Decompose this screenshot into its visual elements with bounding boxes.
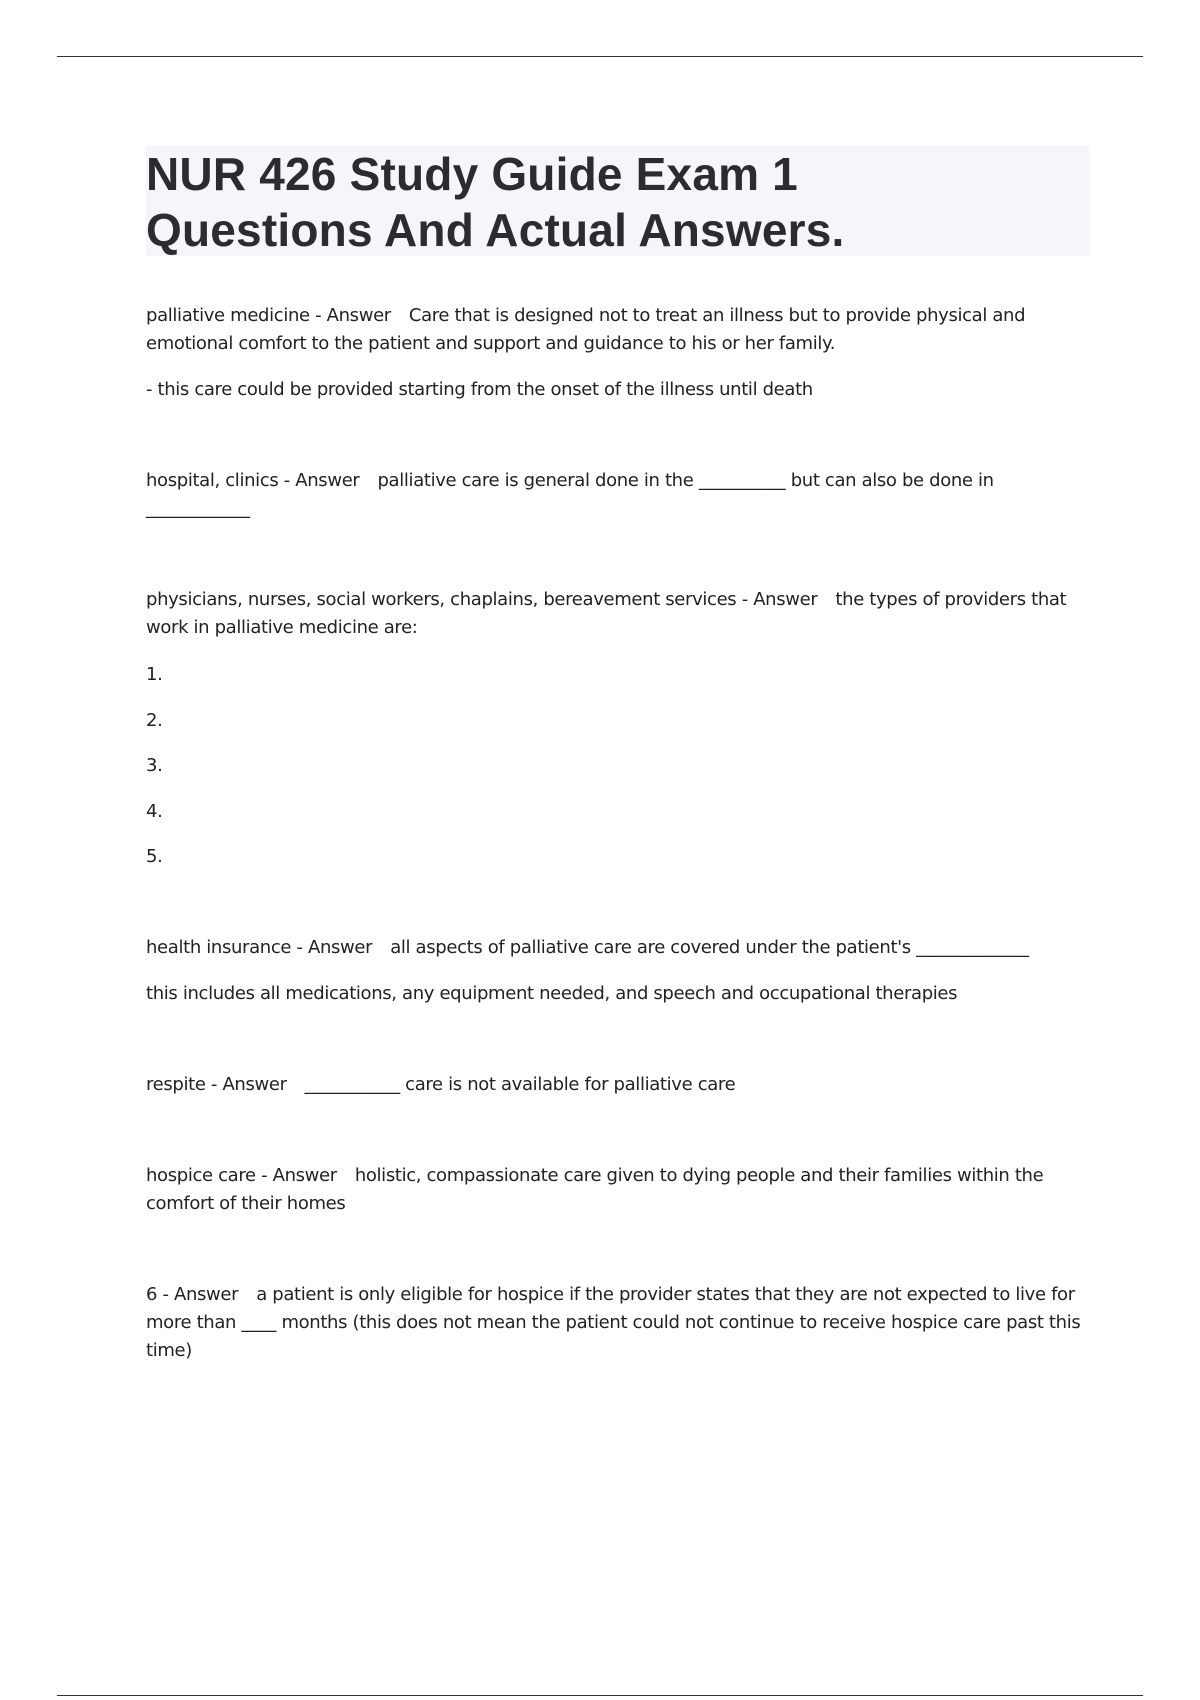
qa-answer: hospice care - Answer [146, 1165, 337, 1186]
qa-item-6 [146, 1162, 1091, 1218]
qa-question: all aspects of palliative care are covered under the patient's _____________ [390, 937, 1029, 958]
qa-question: Care that is designed not to treat an illness but to provide physical and emotional comfort to the patient and support and guidance to his or her family. [146, 305, 1026, 354]
qa-item-5 [146, 1071, 1091, 1099]
title-line-1: NUR 426 Study Guide Exam 1 [146, 148, 798, 200]
qa-question: the types of providers that work in palliative medicine are: [146, 589, 1067, 638]
list-item: 4. [146, 801, 163, 822]
footer-rule [57, 1695, 1143, 1696]
qa-note: - this care could be provided starting from the onset of the illness until death [146, 379, 813, 400]
qa-answer: hospital, clinics - Answer [146, 470, 360, 491]
qa-question: a patient is only eligible for hospice if the provider states that they are not expected to live for more than ____ months (this does not mean the patient could not continue to receive hospice care past this time) [146, 1284, 1081, 1361]
document-title [146, 146, 1090, 258]
title-line-2: Questions And Actual Answers. [146, 204, 845, 256]
list-item: 2. [146, 710, 163, 731]
qa-question: holistic, compassionate care given to dying people and their families within the comfort of their homes [146, 1165, 1044, 1214]
qa-question: palliative care is general done in the __________ but can also be done in ____________ [146, 470, 994, 519]
list-item: 5. [146, 846, 163, 867]
qa-item-1 [146, 302, 1091, 358]
qa-item-4 [146, 934, 1091, 962]
qa-answer: palliative medicine - Answer [146, 305, 391, 326]
qa-question: ___________ care is not available for palliative care [304, 1074, 736, 1095]
list-item: 3. [146, 755, 163, 776]
qa-note: this includes all medications, any equipment needed, and speech and occupational therapies [146, 983, 958, 1004]
qa-item-7 [146, 1281, 1091, 1365]
qa-answer: 6 - Answer [146, 1284, 239, 1305]
qa-item-2 [146, 467, 1091, 523]
qa-answer: health insurance - Answer [146, 937, 373, 958]
qa-answer: physicians, nurses, social workers, chaplains, bereavement services - Answer [146, 589, 818, 610]
list-item: 1. [146, 664, 163, 685]
header-rule [57, 56, 1143, 57]
qa-answer: respite - Answer [146, 1074, 287, 1095]
qa-item-3 [146, 586, 1091, 642]
